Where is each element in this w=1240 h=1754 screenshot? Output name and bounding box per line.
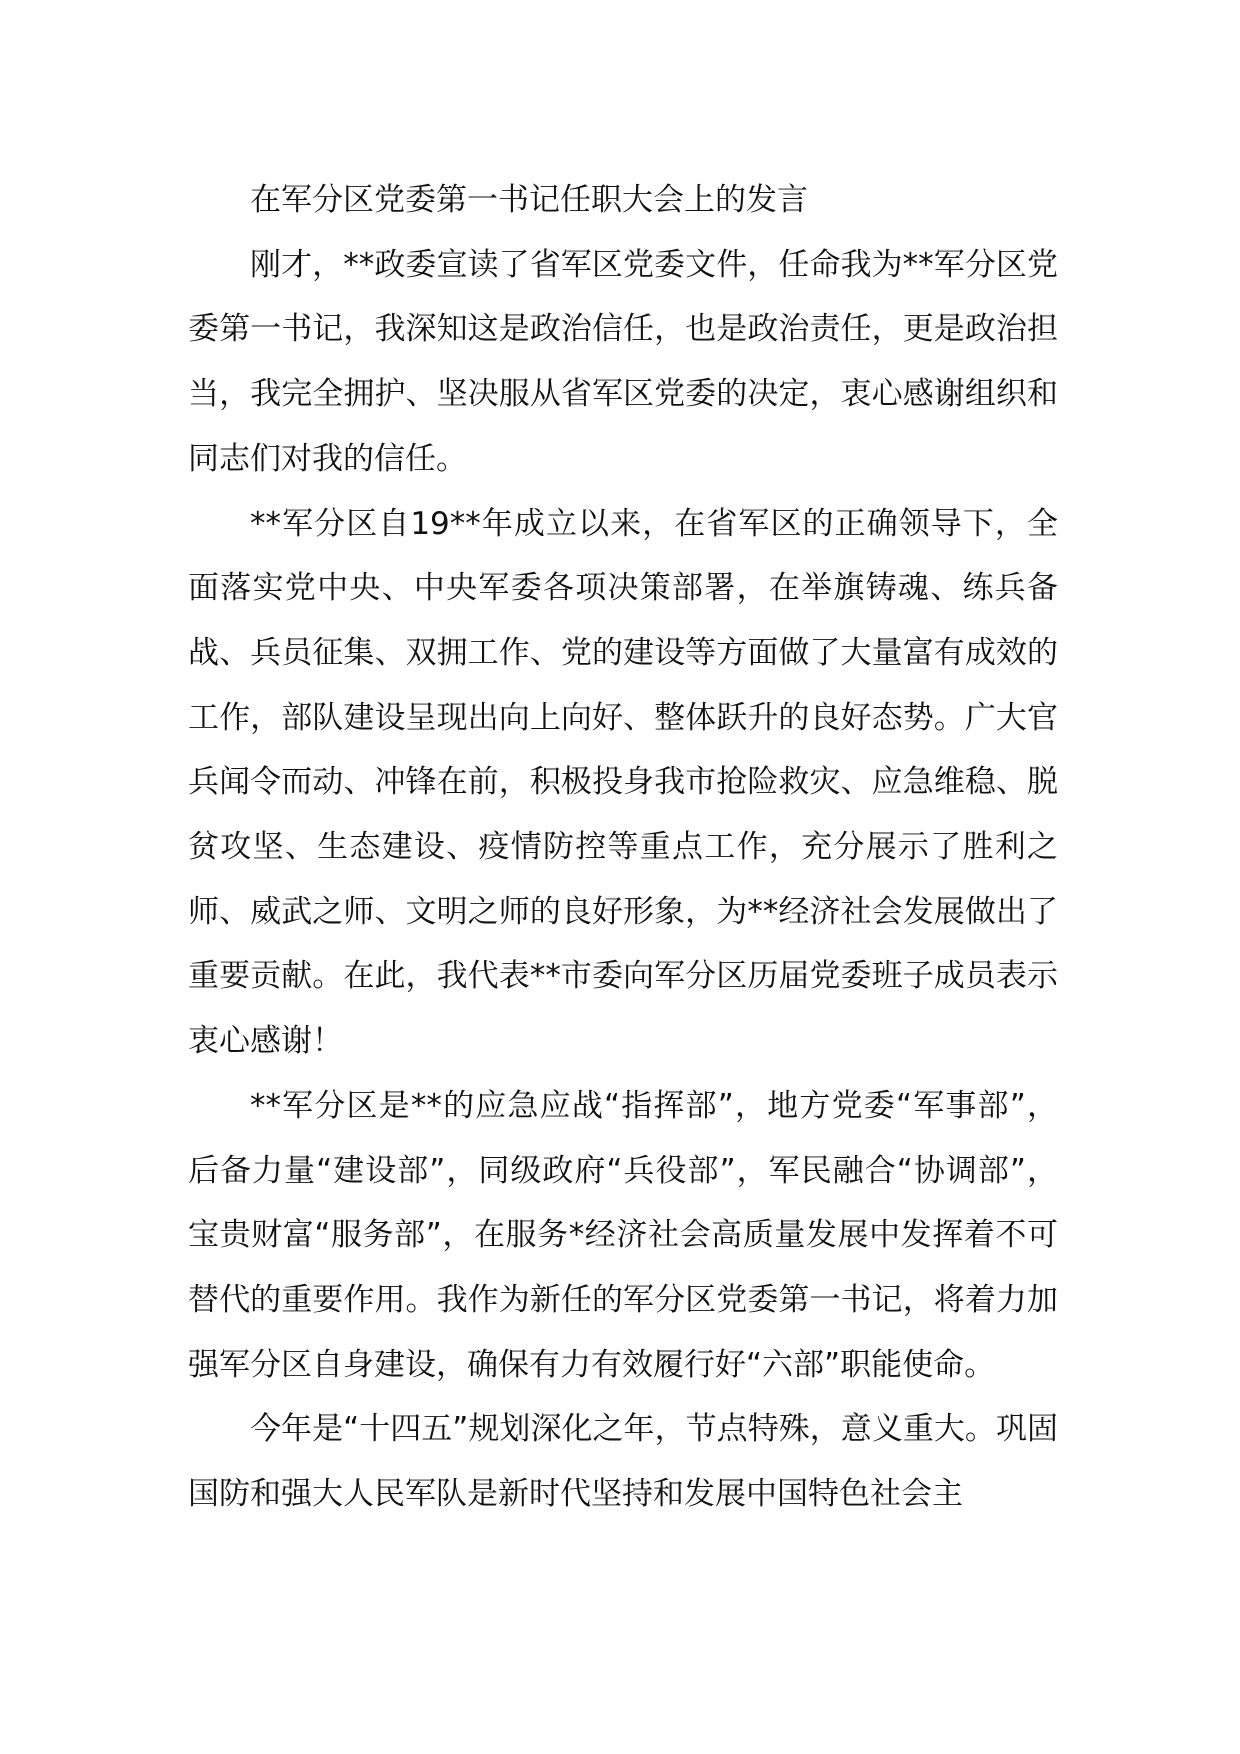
document-title: 在军分区党委第一书记任职大会上的发言 <box>250 182 808 218</box>
paragraph-this-year: 今年是“十四五”规划深化之年，节点特殊，意义重大。巩固国防和强大人民军队是新时代坚持和发展中国特色社会主 <box>188 1411 1058 1513</box>
document-body <box>188 168 1058 1527</box>
paragraph-history: **军分区自19**年成立以来，在省军区的正确领导下，全面落实党中央、中央军委各项决策部署，在举旗铸魂、练兵备战、兵员征集、双拥工作、党的建设等方面做了大量富有成效的工作，部队建设呈现出向上向好、整体跃升的良好态势。广大官兵闻令而动、冲锋在前，积极投身我市抢险救灾、应急维稳、脱贫攻坚、生态建设、疫情防控等重点工作，充分展示了胜利之师、威武之师、文明之师的良好形象，为**经济社会发展做出了重要贡献。在此，我代表**市委向军分区历届党委班子成员表示衷心感谢！ <box>188 505 1058 1060</box>
paragraph-functions: **军分区是**的应急应战“指挥部”，地方党委“军事部”，后备力量“建设部”，同级政府“兵役部”，军民融合“协调部”，宝贵财富“服务部”，在服务*经济社会高质量发展中发挥着不可替代的重要作用。我作为新任的军分区党委第一书记，将着力加强军分区自身建设，确保有力有效履行好“六部”职能使命。 <box>188 1087 1058 1383</box>
paragraph-appointment: 刚才，**政委宣读了省军区党委文件，任命我为**军分区党委第一书记，我深知这是政治信任，也是政治责任，更是政治担当，我完全拥护、坚决服从省军区党委的决定，衷心感谢组织和同志们对我的信任。 <box>188 246 1058 477</box>
